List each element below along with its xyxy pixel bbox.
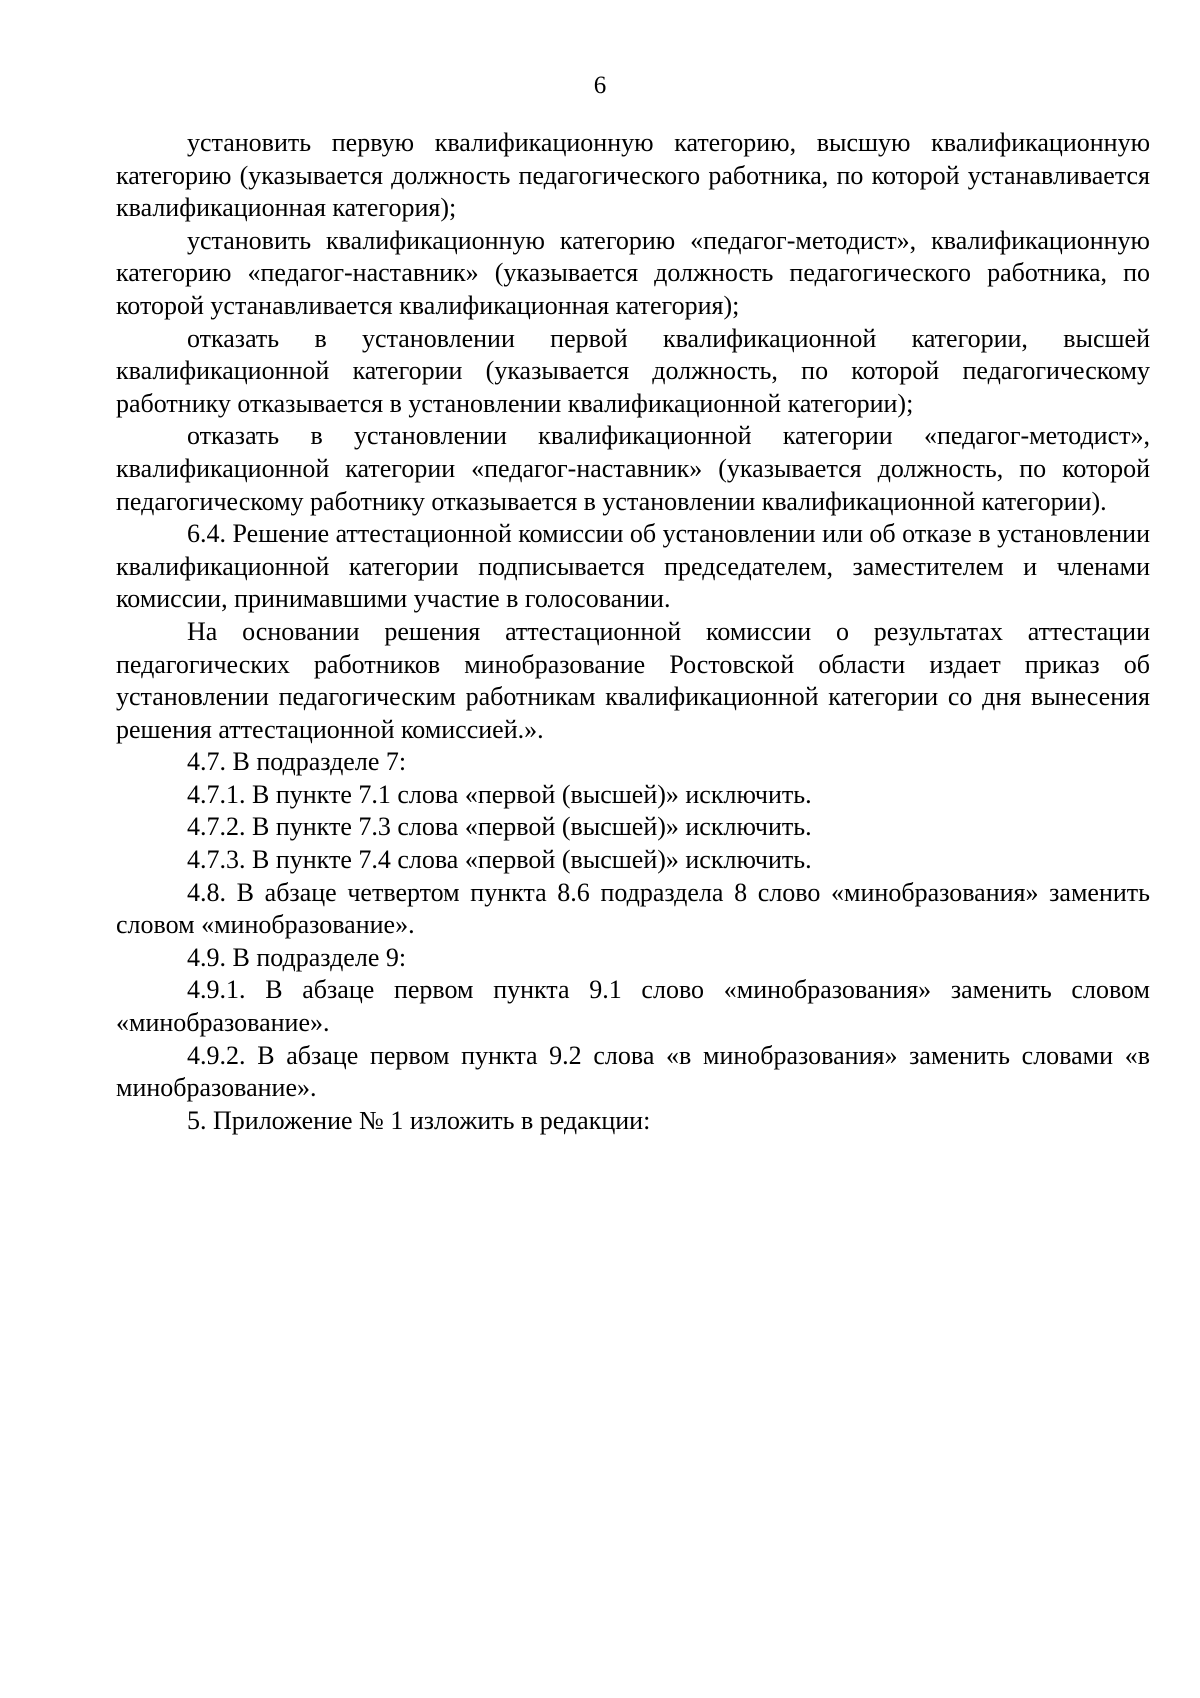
document-body [116, 127, 1150, 1137]
paragraph: установить первую квалификационную категорию, высшую квалификационную категорию (указывается должность педагогического работника, по которой устанавливается квалификационная категория); [116, 128, 1150, 223]
paragraph: 4.9.2. В абзаце первом пункта 9.2 слова «в минобразования» заменить словами «в минобразование». [116, 1040, 1150, 1103]
paragraph: 4.7.3. В пункте 7.4 слова «первой (высшей)» исключить. [187, 845, 812, 875]
paragraph: На основании решения аттестационной комиссии о результатах аттестации педагогических работников минобразование Ростовской области издает приказ об установлении педагогическим работникам квалификационной категории со дня вынесения решения аттестационной комиссией.». [116, 616, 1150, 744]
paragraph: отказать в установлении первой квалификационной категории, высшей квалификационной категории (указывается должность, по которой педагогическому работнику отказывается в установлении квалификационной категории); [116, 323, 1150, 418]
paragraph: 5. Приложение № 1 изложить в редакции: [187, 1105, 651, 1135]
paragraph: 4.9. В подразделе 9: [187, 942, 407, 972]
paragraph: установить квалификационную категорию «педагог-методист», квалификационную категорию «педагог-наставник» (указывается должность педагогического работника, по которой устанавливается квалификационная категория); [116, 225, 1150, 320]
page-number: 6 [593, 72, 607, 99]
paragraph: 4.7.1. В пункте 7.1 слова «первой (высшей)» исключить. [187, 779, 812, 809]
paragraph: 6.4. Решение аттестационной комиссии об установлении или об отказе в установлении квалификационной категории подписывается председателем, заместителем и членами комиссии, принимавшими участие в голосовании. [116, 519, 1150, 614]
paragraph: 4.8. В абзаце четвертом пункта 8.6 подраздела 8 слово «минобразования» заменить словом «минобразование». [116, 877, 1150, 940]
paragraph: 4.9.1. В абзаце первом пункта 9.1 слово «минобразования» заменить словом «минобразование». [116, 975, 1150, 1038]
paragraph: 4.7.2. В пункте 7.3 слова «первой (высшей)» исключить. [187, 812, 812, 842]
paragraph: 4.7. В подразделе 7: [187, 747, 407, 777]
paragraph: отказать в установлении квалификационной категории «педагог-методист», квалификационной категории «педагог-наставник» (указывается должность, по которой педагогическому работнику отказывается в установлении квалификационной категории). [116, 421, 1150, 516]
